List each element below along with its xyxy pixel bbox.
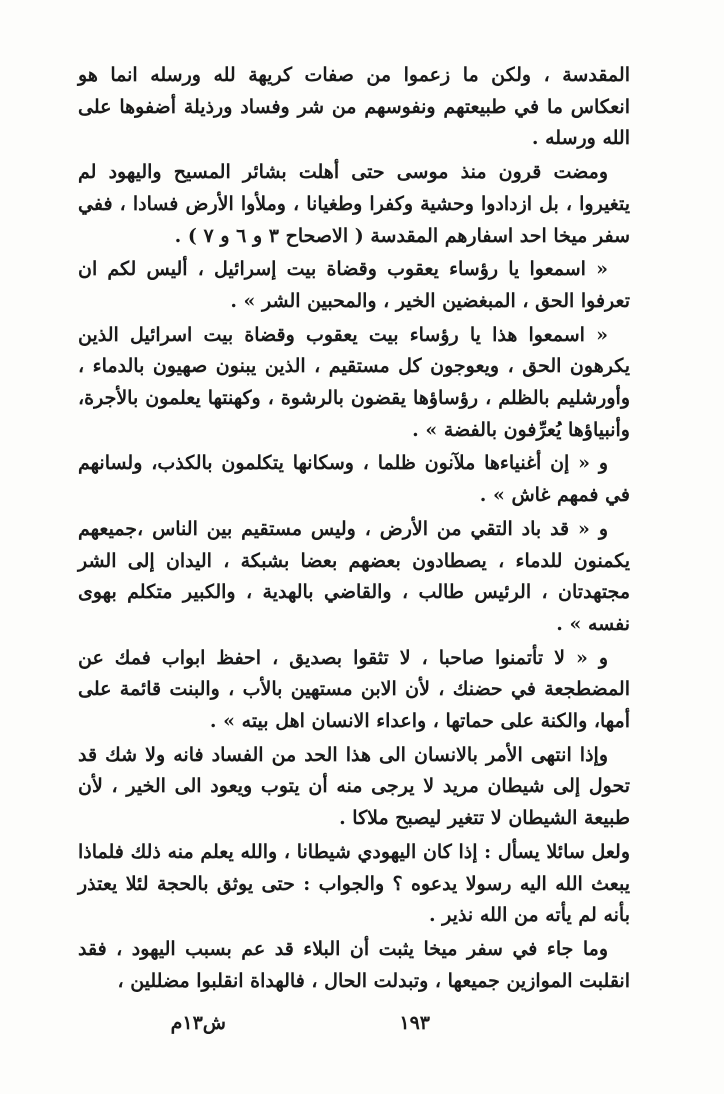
paragraph: ومضت قرون منذ موسى حتى أهلت بشائر المسيح واليهود لم يتغيروا ، بل ازدادوا وحشية وكفرا وطغيانا ، وملأوا الأرض فسادا ، ففي سفر ميخا احد اسفارهم المقدسة ( الاصحاح ٣ و ٦ و ٧ ) . bbox=[78, 161, 630, 247]
page-number: ١٩٣ bbox=[399, 1012, 430, 1034]
paragraph: و « إن أغنياءها ملآنون ظلما ، وسكانها يتكلمون بالكذب، ولسانهم في فمهم غاش » . bbox=[78, 452, 630, 507]
paragraph: وما جاء في سفر ميخا يثبت أن البلاء قد عم بسبب اليهود ، فقد انقلبت الموازين جميعها ، وتبدلت الحال ، فالهداة انقلبوا مضللين ، bbox=[78, 937, 630, 992]
signature-mark: ش١٣م bbox=[170, 1012, 226, 1034]
paragraph: و « لا تأتمنوا صاحبا ، لا تثقوا بصديق ، احفظ ابواب فمك عن المضطجعة في حضنك ، لأن الابن مستهين بالأب ، والبنت قائمة على أمها، والكنة على حماتها ، واعداء الانسان اهل بيته » . bbox=[78, 646, 630, 733]
paragraph: ولعل سائلا يسأل : إذا كان اليهودي شيطانا ، والله يعلم منه ذلك فلماذا يبعث الله اليه رسولا يدعوه ؟ والجواب : حتى يوثق بالحجة لئلا يعتذر بأنه لم يأته من الله نذير . bbox=[78, 840, 630, 927]
paragraph: « اسمعوا يا رؤساء يعقوب وقضاة بيت إسرائيل ، أليس لكم ان تعرفوا الحق ، المبغضين الخير ، والمحبين الشر » . bbox=[78, 258, 630, 312]
paragraph: المقدسة ، ولكن ما زعموا من صفات كريهة لله ورسله انما هو انعكاس ما في طبيعتهم ونفوسهم من شر وفساد ورذيلة أضفوها على الله ورسله . bbox=[78, 64, 630, 150]
page-footer bbox=[78, 1012, 630, 1046]
paragraph: و « قد باد التقي من الأرض ، وليس مستقيم بين الناس ،جميعهم يكمنون للدماء ، يصطادون بعضهم بعضا بشبكة ، اليدان إلى الشر مجتهدتان ، الرئيس طالب ، والقاضي بالهدية ، والكبير متكلم بهوى نفسه » . bbox=[78, 517, 630, 635]
paragraph: « اسمعوا هذا يا رؤساء بيت يعقوب وقضاة بيت اسرائيل الذين يكرهون الحق ، ويعوجون كل مستقيم ، الذين يبنون صهيون بالدماء ، وأورشليم بالظلم ، رؤساؤها يقضون بالرشوة ، وكهنتها يعلمون بالأجرة، وأنبياؤها يُعرِّفون بالفضة » . bbox=[78, 323, 630, 441]
paragraph: وإذا انتهى الأمر بالانسان الى هذا الحد من الفساد فانه ولا شك قد تحول إلى شيطان مريد لا يرجى منه أن يتوب ويعود الى الخير ، لأن طبيعة الشيطان لا تتغير ليصبح ملاكا . bbox=[78, 743, 630, 830]
body-text bbox=[78, 60, 630, 997]
